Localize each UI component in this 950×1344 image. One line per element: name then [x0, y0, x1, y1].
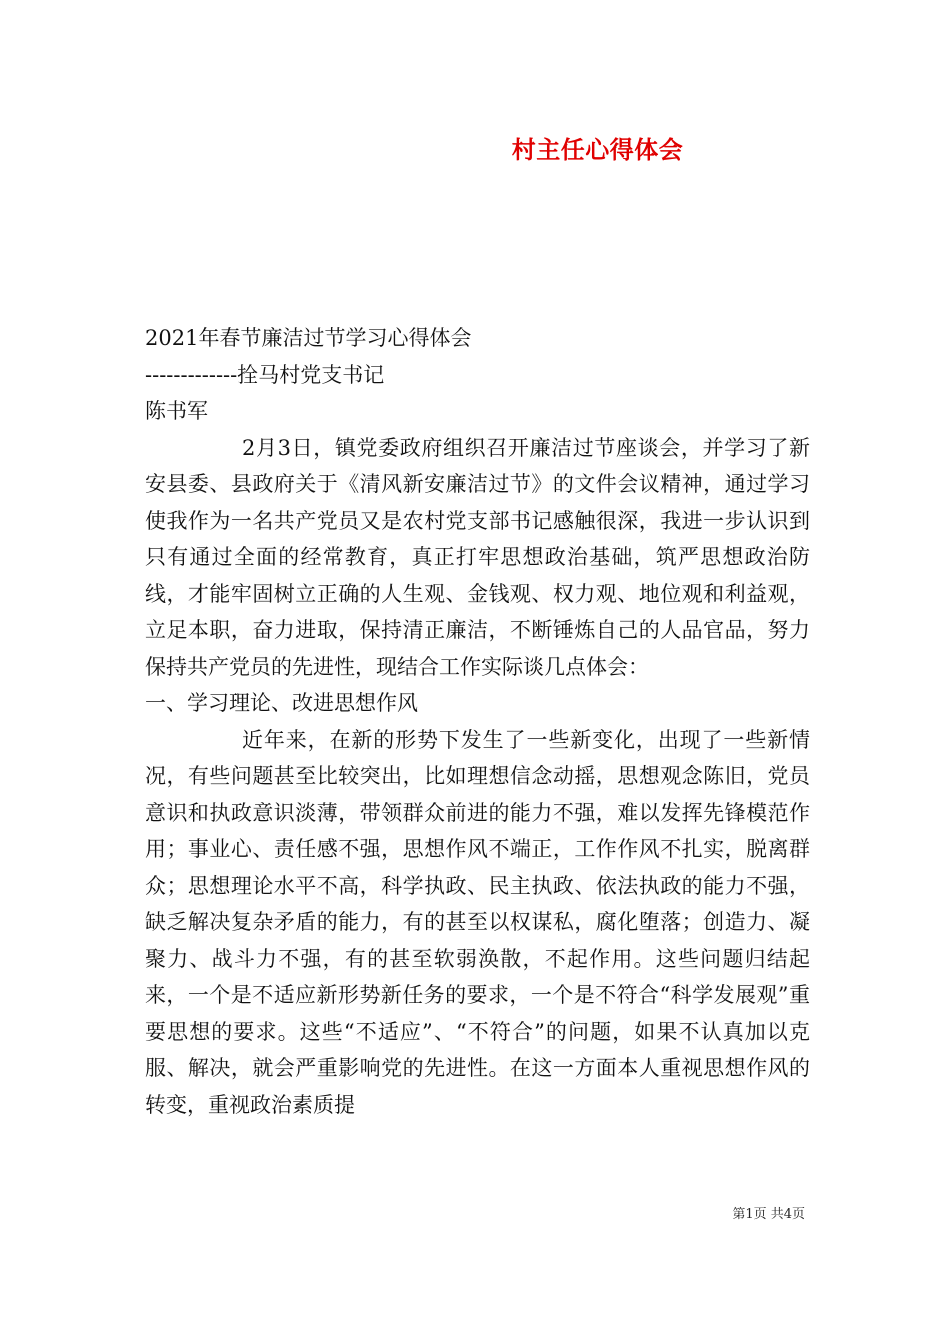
section-heading: 一、学习理论、改进思想作风 — [145, 691, 418, 715]
page-number: 第1页 共4页 — [732, 1207, 805, 1222]
document-title: 村主任心得体会 — [511, 136, 684, 164]
document-author: 陈书军 — [145, 399, 208, 423]
paragraph-section-one: 近年来，在新的形势下发生了一些新变化，出现了一些新情况，有些问题甚至比较突出，比如理想信念动摇，思想观念陈旧，党员意识和执政意识淡薄，带领群众前进的能力不强，难以发挥先锋模范作用；事业心、责任感不强，思想作风不端正，工作作风不扎实，脱离群众；思想理论水平不高，科学执政、民主执政、依法执政的能力不强，缺乏解决复杂矛盾的能力，有的甚至以权谋私，腐化堕落；创造力、凝聚力、战斗力不强，有的甚至软弱涣散，不起作用。这些问题归结起来，一个是不适应新形势新任务的要求，一个是不符合“科学发展观”重要思想的要求。这些“不适应”、“不符合”的问题，如果不认真加以克服、解决，就会严重影响党的先进性。在这一方面本人重视思想作风的转变，重视政治素质提 — [145, 727, 810, 1117]
document-signature: -------------拴马村党支书记 — [145, 362, 385, 387]
document-body — [145, 320, 810, 1123]
paragraph-intro: 2月3日，镇党委政府组织召开廉洁过节座谈会，并学习了新安县委、县政府关于《清风新安廉洁过节》的文件会议精神，通过学习使我作为一名共产党员又是农村党支部书记感触很深，我进一步认识到只有通过全面的经常教育，真正打牢思想政治基础，筑严思想政治防线，才能牢固树立正确的人生观、金钱观、权力观、地位观和利益观，立足本职，奋力进取，保持清正廉洁，不断锤炼自己的人品官品，努力保持共产党员的先进性，现结合工作实际谈几点体会： — [145, 435, 810, 679]
document-subtitle: 2021年春节廉洁过节学习心得体会 — [145, 326, 472, 350]
